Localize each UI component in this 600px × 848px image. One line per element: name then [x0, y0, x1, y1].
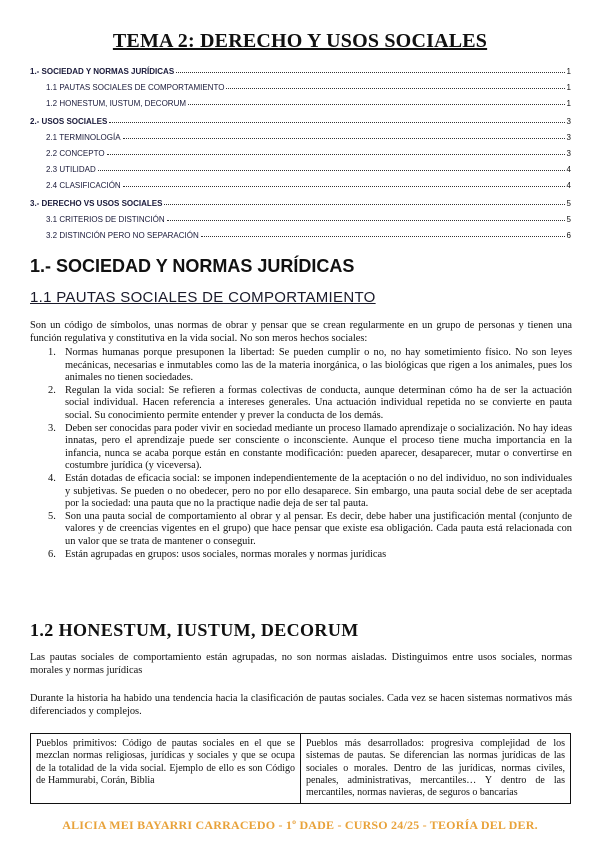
toc-leader — [109, 121, 564, 123]
subsection-heading: 1.2 HONESTUM, IUSTUM, DECORUM — [30, 620, 359, 640]
toc-leader — [167, 219, 565, 221]
toc-entry[interactable] — [46, 162, 571, 174]
table-row — [31, 734, 571, 804]
toc-entry-label: 1.- SOCIEDAD Y NORMAS JURÍDICAS — [30, 67, 175, 76]
list-item-text: Normas humanas porque presuponen la libertad: Se pueden cumplir o no, no hay sometimiento físico. No son leyes mecánicas, necesarias e inmutables como las de la materia inorgánica, o las biológicas que rigen a los animales, pues los animales no tienen sociedades. — [65, 347, 572, 384]
toc-entry-label: 2.- USOS SOCIALES — [30, 117, 108, 126]
list-item — [30, 473, 572, 511]
table-cell: Pueblos más desarrollados: progresiva complejidad de los sistemas de pautas. Se diferencian las normas jurídicas de las sociales o morales. Dentro de las jurídicas, normas civiles, penales, administrativas, mercantiles… Y dentro de las mercantiles, normas navieras, de seguros o bancarias — [301, 734, 571, 804]
toc-leader — [123, 137, 565, 139]
paragraph: Durante la historia ha habido una tendencia hacia la clasificación de pautas sociales. Cada vez se hacen sistemas normativos más diferenciados y complejos. — [30, 693, 572, 717]
list-item — [30, 549, 572, 562]
list-item — [30, 511, 572, 549]
list-item-number: 3. — [48, 422, 56, 434]
toc-entry-page: 3 — [566, 117, 571, 126]
table-cell: Pueblos primitivos: Código de pautas sociales en el que se mezclan normas religiosas, jurídicas y sociales y que se ocupa de la totalidad de la vida social. Ejemplo de ello es son Código de Hammurabi, Corán, Biblia — [31, 734, 301, 804]
toc-entry-page: 1 — [566, 99, 571, 108]
toc-entry-label: 2.3 UTILIDAD — [46, 165, 96, 174]
section-heading: 1.- SOCIEDAD Y NORMAS JURÍDICAS — [30, 256, 355, 276]
toc-entry-label: 1.2 HONESTUM, IUSTUM, DECORUM — [46, 99, 187, 108]
toc-entry-page: 5 — [566, 199, 571, 208]
toc-entry[interactable] — [46, 130, 571, 142]
intro-paragraph: Son un código de símbolos, unas normas de obrar y pensar que se crean regularmente en un grupo de personas y tienen una función regulativa y constitutiva en la vida social. No son meros hechos sociales: — [30, 320, 572, 344]
toc-leader — [176, 71, 564, 73]
toc-entry[interactable] — [30, 196, 571, 208]
toc-entry-page: 6 — [566, 231, 571, 240]
paragraph: Las pautas sociales de comportamiento están agrupadas, no son normas aisladas. Distinguimos entre usos sociales, normas morales y normas jurídicas — [30, 652, 572, 676]
subsection-heading: 1.1 PAUTAS SOCIALES DE COMPORTAMIENTO — [30, 289, 376, 306]
toc-leader — [201, 235, 565, 237]
characteristics-list — [30, 347, 572, 561]
toc-entry-label: 2.1 TERMINOLOGÍA — [46, 133, 121, 142]
toc-entry-page: 3 — [566, 149, 571, 158]
toc-entry[interactable] — [46, 80, 571, 92]
toc-entry[interactable] — [46, 96, 571, 108]
toc-entry[interactable] — [30, 64, 571, 76]
toc-leader — [188, 103, 565, 105]
list-item-number: 4. — [48, 472, 56, 484]
list-item-text: Deben ser conocidas para poder vivir en sociedad mediante un proceso llamado aprendizaje o socialización. No hay ideas innatas, pero el aprendizaje puede ser consciente o inconsciente. Aunque el proceso tiene mucha importancia en la infancia, nunca se acaba porque están en constante modificación: pueden aparecer, desaparecer, mutar o convertirse en costumbre jurídica (y viceversa). — [65, 422, 572, 472]
list-item-text: Están agrupadas en grupos: usos sociales, normas morales y normas jurídicas — [65, 548, 387, 560]
document-title: TEMA 2: DERECHO Y USOS SOCIALES — [112, 30, 488, 52]
toc-entry-page: 4 — [566, 165, 571, 174]
toc-entry-label: 3.2 DISTINCIÓN PERO NO SEPARACIÓN — [46, 231, 199, 240]
list-item-number: 5. — [48, 510, 56, 522]
toc-entry-label: 1.1 PAUTAS SOCIALES DE COMPORTAMIENTO — [46, 83, 225, 92]
list-item-text: Están dotadas de eficacia social: se imponen independientemente de la aceptación o no del individuo, no son individuales y subjetivas. Se pueden o no obedecer, pero no por ello desaparece. Sin embargo, una pauta social debe de ser aceptada por la sociedad: una pauta que no la practique nadie deja de ser tal pauta. — [65, 472, 572, 510]
toc-entry[interactable] — [46, 212, 571, 224]
list-item-number: 2. — [48, 384, 56, 396]
toc-entry-page: 3 — [566, 133, 571, 142]
toc-leader — [226, 87, 564, 89]
list-item-number: 1. — [48, 347, 56, 358]
toc-leader — [98, 169, 565, 171]
list-item — [30, 385, 572, 423]
toc-leader — [123, 185, 565, 187]
toc-entry-page: 1 — [566, 83, 571, 92]
toc-entry[interactable] — [46, 228, 571, 240]
toc-entry-page: 4 — [566, 181, 571, 190]
list-item — [30, 423, 572, 473]
toc-entry-page: 5 — [566, 215, 571, 224]
toc-entry-label: 3.1 CRITERIOS DE DISTINCIÓN — [46, 215, 165, 224]
toc-entry-page: 1 — [566, 67, 571, 76]
toc-entry[interactable] — [30, 114, 571, 126]
list-item-text: Son una pauta social de comportamiento al obrar y al pensar. Es decir, debe haber una justificación mental (conjunto de valores y de creencias vigentes en el grupo) que hace pensar que existe esa obligación. Cada pauta está relacionada con un valor que se trata de mantener o conseguir. — [65, 510, 572, 547]
list-item-number: 6. — [48, 548, 56, 560]
toc-entry[interactable] — [46, 146, 571, 158]
toc-entry-label: 2.2 CONCEPTO — [46, 149, 105, 158]
toc-leader — [164, 203, 564, 205]
toc-entry-label: 2.4 CLASIFICACIÓN — [46, 181, 121, 190]
page-footer: ALICIA MEI BAYARRI CARRACEDO - 1º DADE - CURSO 24/25 - TEORÍA DEL DER. — [62, 818, 538, 832]
list-item-text: Regulan la vida social: Se refieren a formas colectivas de conducta, aunque determinan cómo ha de ser la actuación social individual. Hacen referencia a intereses generales. Una actuación individual repetida no se convierte en pauta social. Su conocimiento permite entender y prever la conducta de los demás. — [65, 384, 572, 421]
comparison-table — [30, 733, 571, 804]
list-item — [30, 347, 572, 385]
toc-leader — [107, 153, 565, 155]
toc-entry-label: 3.- DERECHO VS USOS SOCIALES — [30, 199, 163, 208]
toc-entry[interactable] — [46, 178, 571, 190]
